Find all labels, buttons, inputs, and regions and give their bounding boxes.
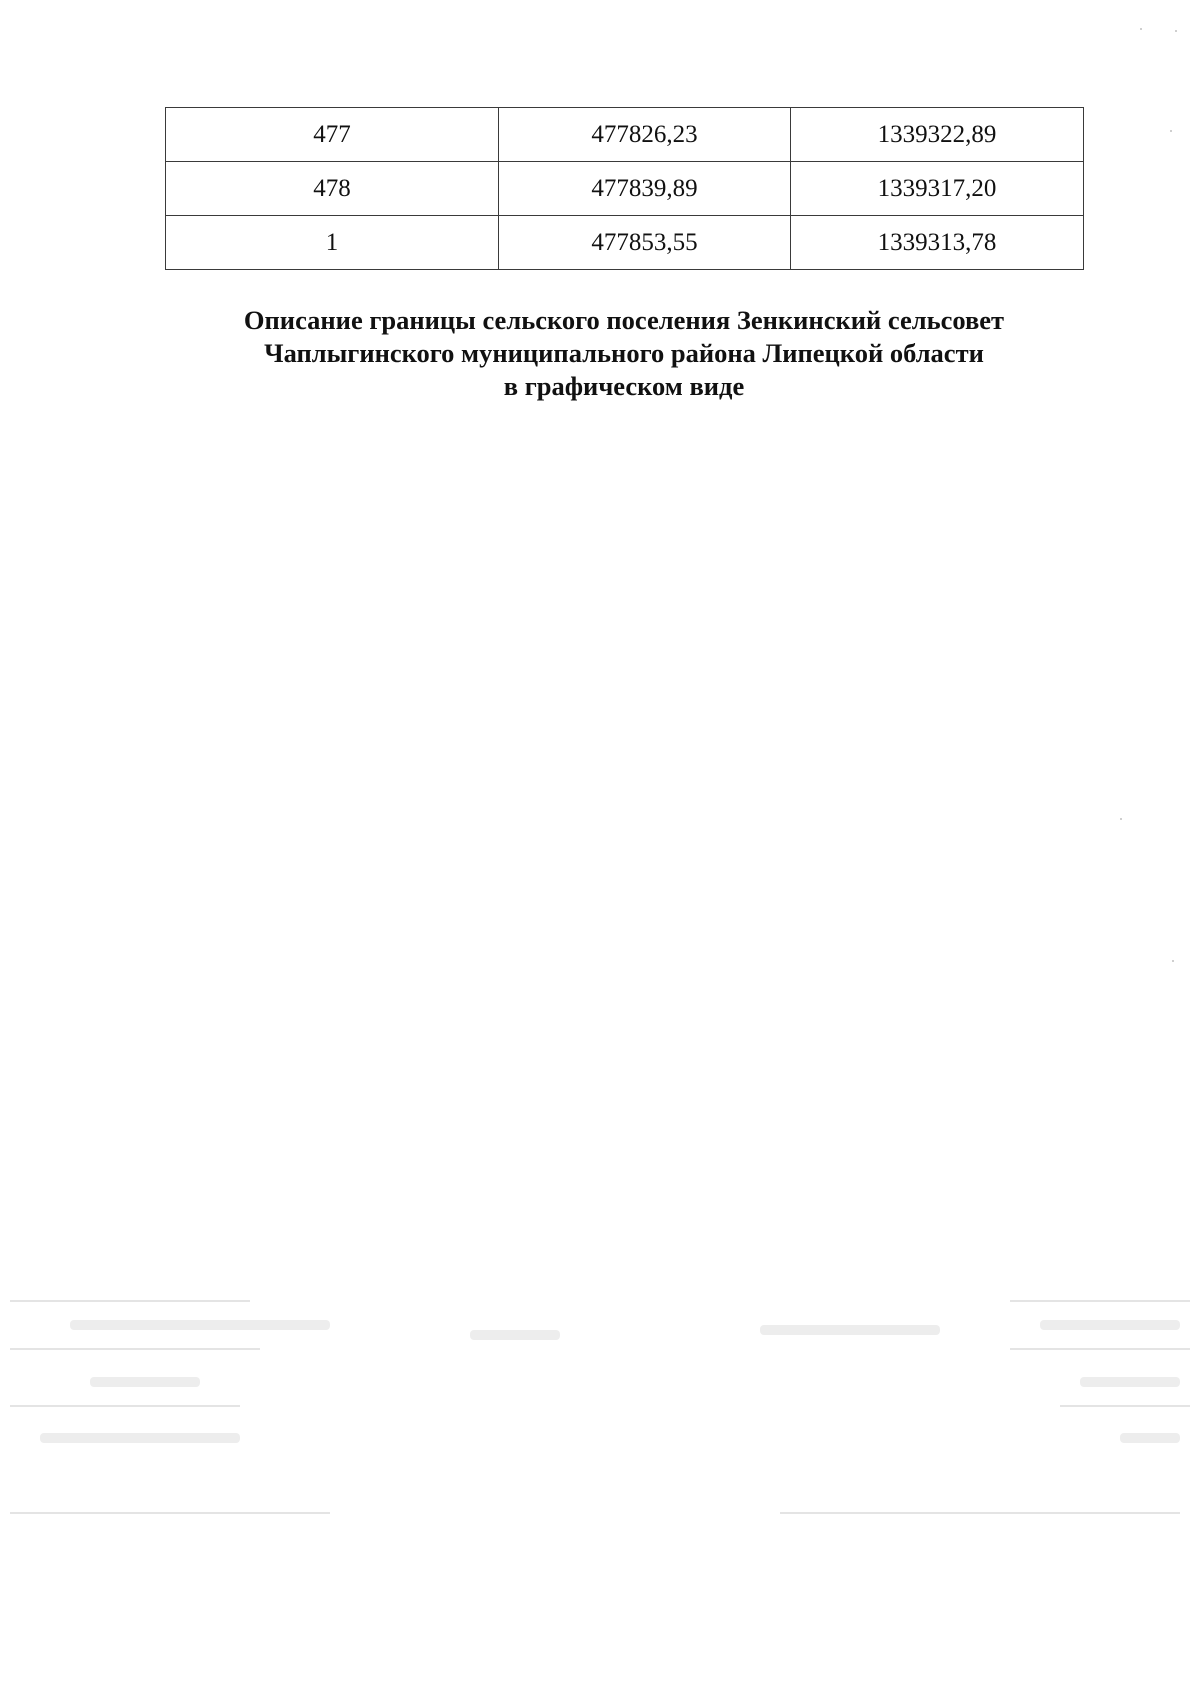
point-number-cell: 478 bbox=[166, 162, 499, 216]
x-coordinate-cell: 477853,55 bbox=[499, 216, 791, 270]
heading-line: Чаплыгинского муниципального района Липецкой области bbox=[264, 338, 984, 368]
x-coordinate-cell: 477839,89 bbox=[499, 162, 791, 216]
point-number-cell: 1 bbox=[166, 216, 499, 270]
heading-line: в графическом виде bbox=[503, 371, 745, 401]
coordinates-table bbox=[165, 107, 1084, 270]
heading-line: Описание границы сельского поселения Зенкинский сельсовет bbox=[243, 305, 1005, 335]
table-row bbox=[166, 216, 1084, 270]
section-heading bbox=[165, 304, 1083, 403]
y-coordinate-cell: 1339322,89 bbox=[791, 108, 1084, 162]
point-number-cell: 477 bbox=[166, 108, 499, 162]
x-coordinate-cell: 477826,23 bbox=[499, 108, 791, 162]
y-coordinate-cell: 1339313,78 bbox=[791, 216, 1084, 270]
y-coordinate-cell: 1339317,20 bbox=[791, 162, 1084, 216]
table-row bbox=[166, 108, 1084, 162]
table-row bbox=[166, 162, 1084, 216]
